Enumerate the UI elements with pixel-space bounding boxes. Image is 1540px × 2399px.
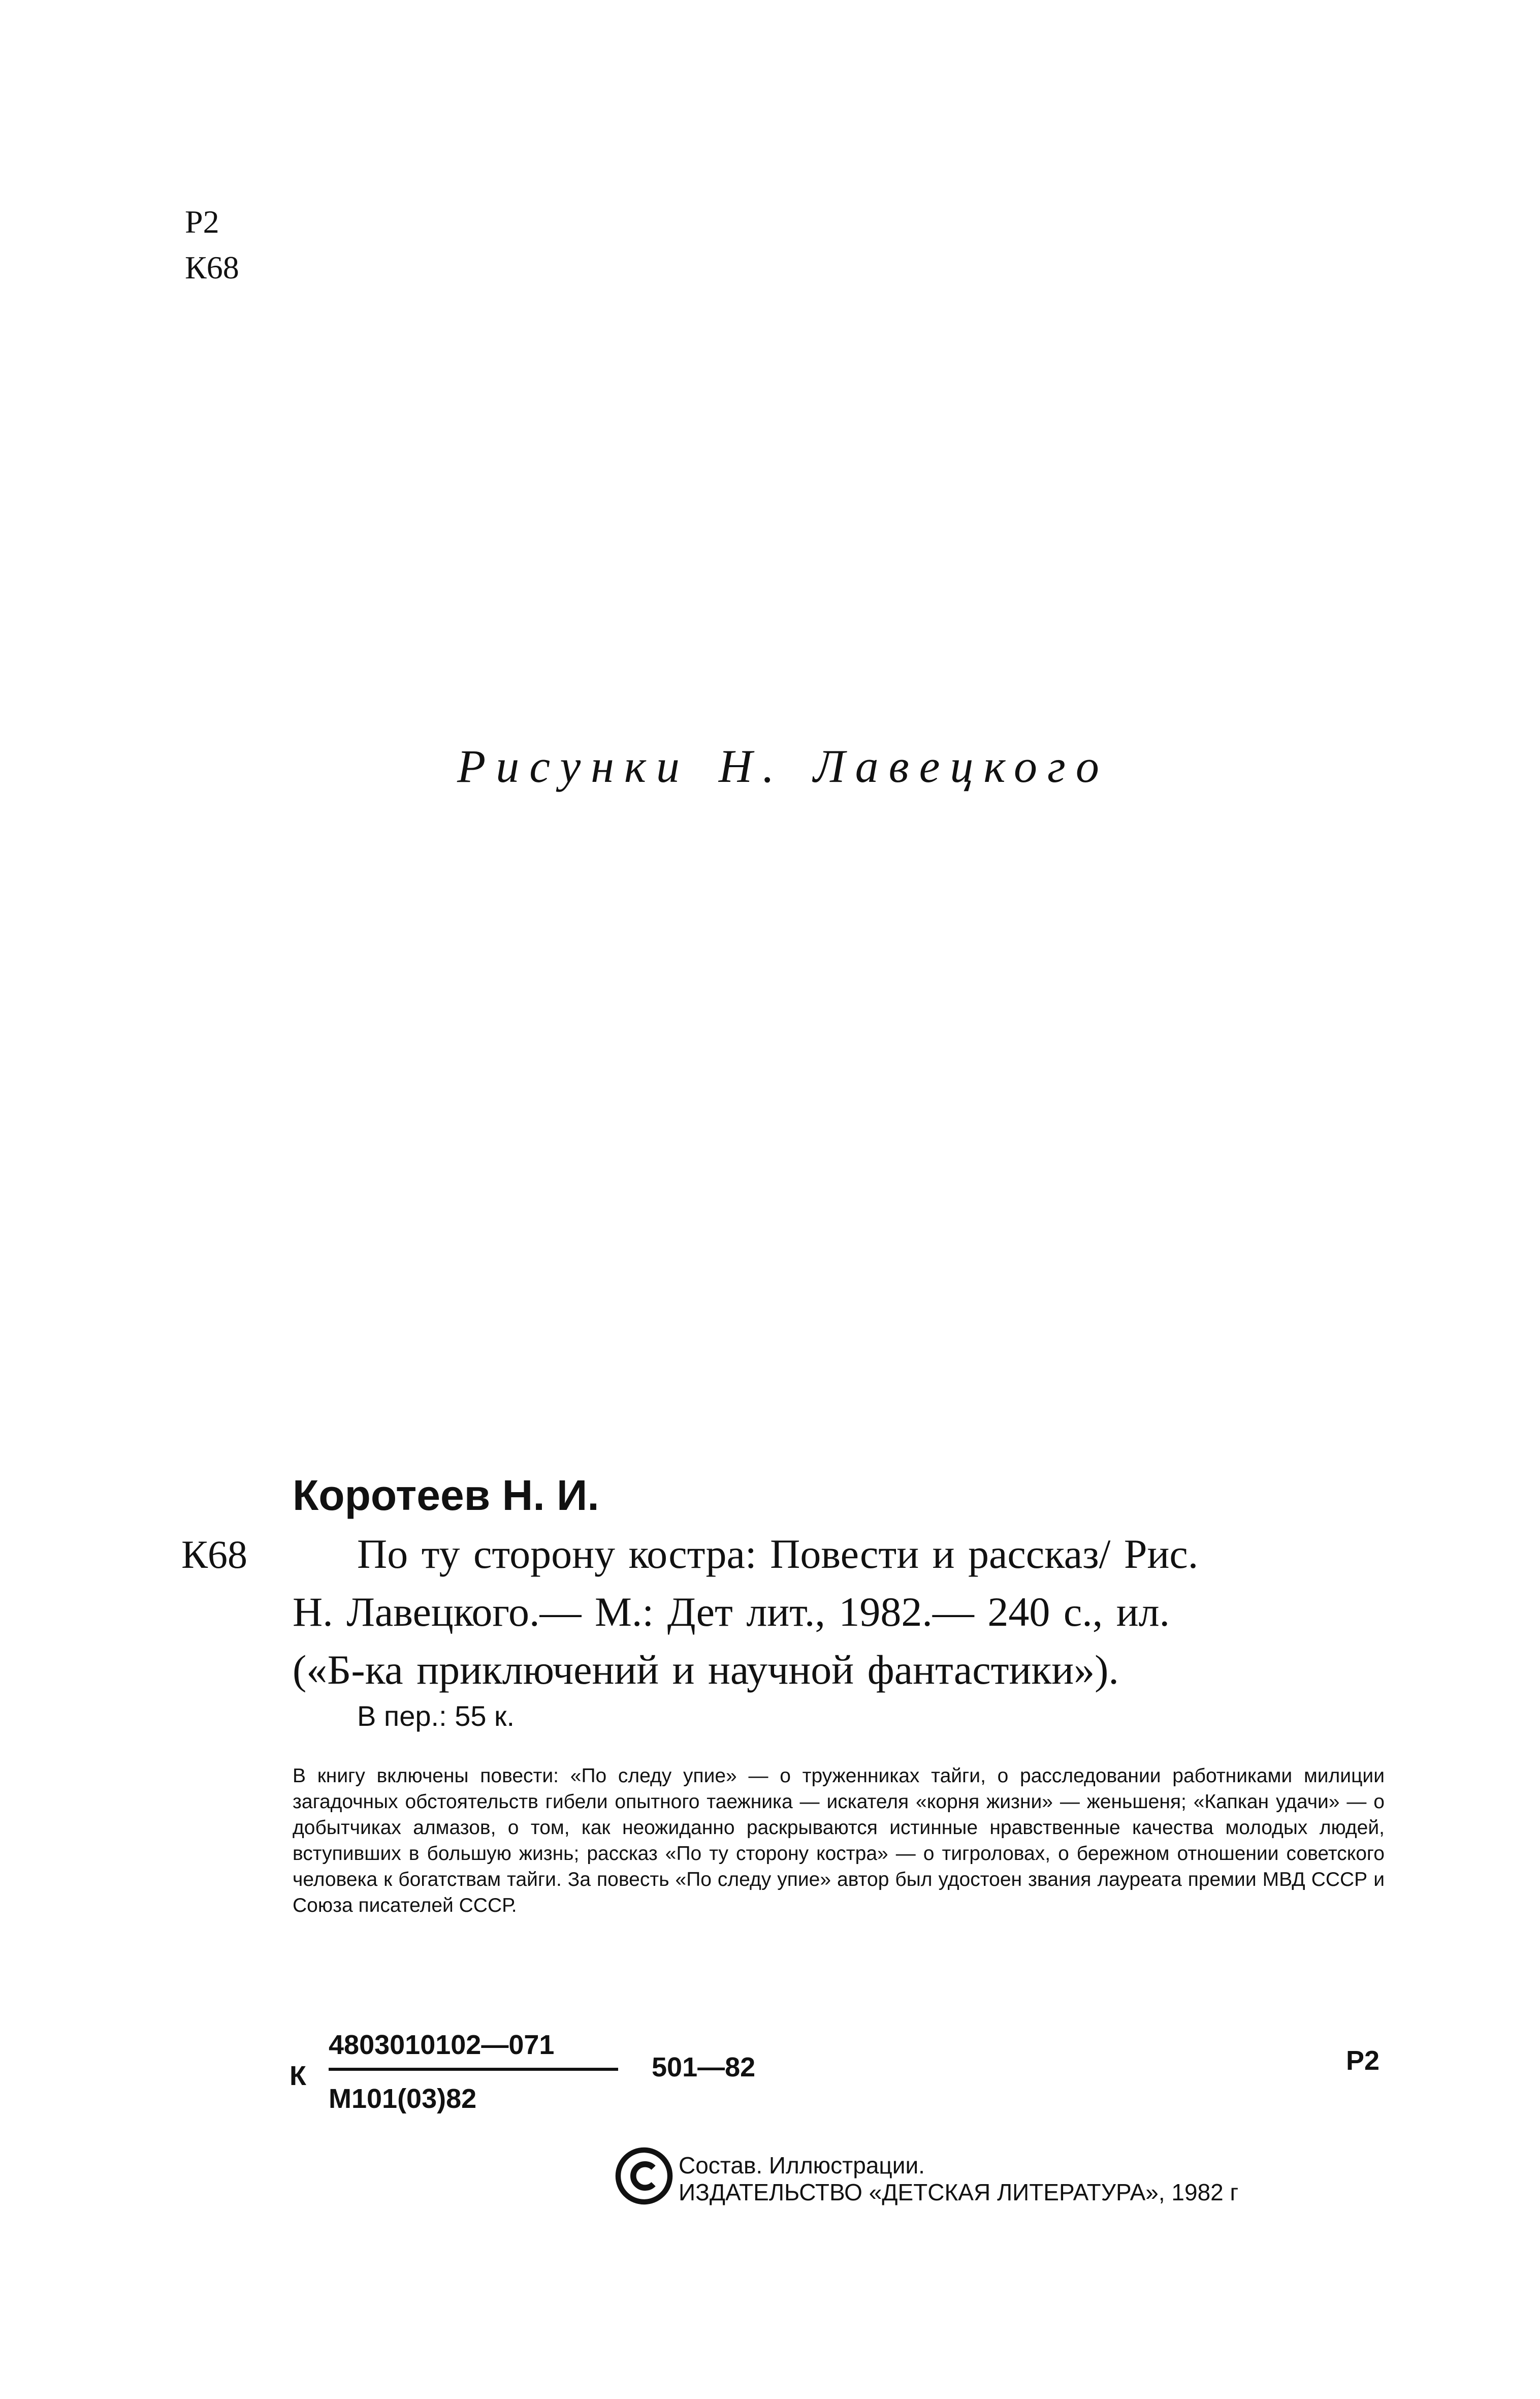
bib-code-middle: 501—82 <box>652 2052 756 2082</box>
corner-code-r2: Р2 <box>185 204 219 240</box>
catalog-entry-line-2: Н. Лавецкого.— М.: Дет лит., 1982.— 240 с., ил. <box>293 1589 1170 1635</box>
illustrator-credit: Рисунки Н. Лавецкого <box>457 740 1109 792</box>
copyright-line-2: ИЗДАТЕЛЬСТВО «ДЕТСКАЯ ЛИТЕРАТУРА», 1982 г <box>679 2179 1239 2205</box>
bib-code-right: Р2 <box>1346 2045 1380 2076</box>
bib-code-denominator: М101(03)82 <box>329 2084 477 2114</box>
bib-code-prefix: К <box>290 2061 306 2091</box>
corner-code-k68: К68 <box>185 249 239 286</box>
catalog-author: Коротеев Н. И. <box>293 1471 599 1519</box>
bib-code-fraction-line <box>329 2068 618 2071</box>
catalog-entry-line-1: По ту сторону костра: Повести и рассказ/ Рис. <box>357 1531 1199 1577</box>
catalog-annotation: В книгу включены повести: «По следу упие» — о труженниках тайги, о расследовании работниками милиции загадочных обстоятельств гибели опытного таежника — искателя «корня жизни» — женьшеня; «Капкан удачи» — о добытчиках алмазов, о том, как неожиданно раскрываются истинные нравственные качества молодых людей, вступивших в большую жизнь; рассказ «По ту сторону костра» — о тигроловах, о бережном отношении советского человека к богатствам тайги. За повесть «По следу упие» автор был удостоен звания лауреата премии МВД СССР и Союза писателей СССР. <box>293 1765 1385 1916</box>
copyright-line-1: Состав. Иллюстрации. <box>679 2152 925 2179</box>
copyright-icon <box>615 2147 673 2205</box>
catalog-side-code: К68 <box>181 1532 248 1576</box>
catalog-price: В пер.: 55 к. <box>357 1700 515 1732</box>
catalog-entry-line-3: («Б-ка приключений и научной фантастики»). <box>293 1647 1119 1693</box>
bib-code-numerator: 4803010102—071 <box>329 2030 555 2060</box>
